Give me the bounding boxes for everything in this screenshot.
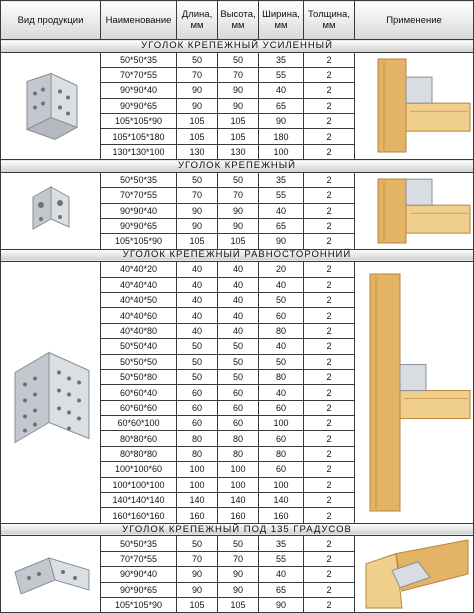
thickness-cell: 2 xyxy=(304,83,355,98)
height-cell: 105 xyxy=(218,234,259,249)
length-cell: 90 xyxy=(177,203,218,218)
bracket-wood-joint-icon xyxy=(355,172,474,249)
length-cell: 40 xyxy=(177,323,218,338)
thickness-cell: 2 xyxy=(304,551,355,566)
thickness-cell: 2 xyxy=(304,431,355,446)
name-cell: 50*50*40 xyxy=(101,339,177,354)
name-cell: 40*40*40 xyxy=(101,277,177,292)
thickness-cell: 2 xyxy=(304,277,355,292)
section-header-row xyxy=(1,40,474,53)
length-cell: 70 xyxy=(177,67,218,82)
height-cell: 70 xyxy=(218,551,259,566)
thickness-cell: 2 xyxy=(304,339,355,354)
width-cell: 40 xyxy=(259,339,304,354)
name-cell: 130*130*100 xyxy=(101,144,177,159)
width-cell: 100 xyxy=(259,144,304,159)
thickness-cell: 2 xyxy=(304,369,355,384)
equilateral-angle-bracket-icon xyxy=(1,262,101,524)
thickness-cell: 2 xyxy=(304,234,355,249)
width-cell: 40 xyxy=(259,83,304,98)
height-cell: 90 xyxy=(218,203,259,218)
header-product: Вид продукции xyxy=(1,1,101,40)
height-cell: 70 xyxy=(218,67,259,82)
thickness-cell: 2 xyxy=(304,385,355,400)
length-cell: 50 xyxy=(177,536,218,551)
height-cell: 80 xyxy=(218,431,259,446)
height-cell: 105 xyxy=(218,597,259,612)
thickness-cell: 2 xyxy=(304,462,355,477)
name-cell: 100*100*100 xyxy=(101,477,177,492)
height-cell: 40 xyxy=(218,277,259,292)
length-cell: 105 xyxy=(177,234,218,249)
height-cell: 105 xyxy=(218,114,259,129)
thickness-cell: 2 xyxy=(304,323,355,338)
length-cell: 90 xyxy=(177,582,218,597)
name-cell: 50*50*35 xyxy=(101,172,177,187)
thickness-cell: 2 xyxy=(304,218,355,233)
name-cell: 90*90*65 xyxy=(101,218,177,233)
header-width: Ширина, мм xyxy=(259,1,304,40)
name-cell: 90*90*40 xyxy=(101,567,177,582)
name-cell: 105*105*90 xyxy=(101,234,177,249)
thickness-cell: 2 xyxy=(304,203,355,218)
height-cell: 90 xyxy=(218,567,259,582)
thickness-cell: 2 xyxy=(304,308,355,323)
height-cell: 50 xyxy=(218,536,259,551)
width-cell: 40 xyxy=(259,567,304,582)
length-cell: 50 xyxy=(177,52,218,67)
width-cell: 160 xyxy=(259,508,304,523)
height-cell: 90 xyxy=(218,98,259,113)
width-cell: 65 xyxy=(259,98,304,113)
thickness-cell: 2 xyxy=(304,52,355,67)
name-cell: 105*105*180 xyxy=(101,129,177,144)
header-name: Наименование xyxy=(101,1,177,40)
name-cell: 60*60*40 xyxy=(101,385,177,400)
name-cell: 50*50*50 xyxy=(101,354,177,369)
length-cell: 50 xyxy=(177,354,218,369)
height-cell: 50 xyxy=(218,369,259,384)
thickness-cell: 2 xyxy=(304,477,355,492)
width-cell: 35 xyxy=(259,536,304,551)
name-cell: 160*160*160 xyxy=(101,508,177,523)
width-cell: 65 xyxy=(259,582,304,597)
width-cell: 40 xyxy=(259,277,304,292)
width-cell: 35 xyxy=(259,52,304,67)
height-cell: 40 xyxy=(218,262,259,277)
section-title: УГОЛОК КРЕПЕЖНЫЙ РАВНОСТОРОННИЙ xyxy=(1,249,474,262)
table-row xyxy=(1,262,474,277)
length-cell: 80 xyxy=(177,431,218,446)
name-cell: 90*90*65 xyxy=(101,98,177,113)
thickness-cell: 2 xyxy=(304,493,355,508)
width-cell: 90 xyxy=(259,597,304,612)
width-cell: 50 xyxy=(259,354,304,369)
height-cell: 50 xyxy=(218,354,259,369)
thickness-cell: 2 xyxy=(304,400,355,415)
length-cell: 50 xyxy=(177,172,218,187)
section-title: УГОЛОК КРЕПЕЖНЫЙ УСИЛЕННЫЙ xyxy=(1,40,474,53)
name-cell: 105*105*90 xyxy=(101,597,177,612)
reinforced-angle-bracket-icon xyxy=(1,52,101,160)
height-cell: 50 xyxy=(218,172,259,187)
length-cell: 70 xyxy=(177,551,218,566)
height-cell: 80 xyxy=(218,446,259,461)
width-cell: 65 xyxy=(259,218,304,233)
name-cell: 70*70*55 xyxy=(101,551,177,566)
equilateral-bracket-wood-joint-icon xyxy=(355,262,474,524)
length-cell: 100 xyxy=(177,462,218,477)
reinforced-bracket-wood-joint-icon xyxy=(355,52,474,160)
name-cell: 40*40*60 xyxy=(101,308,177,323)
name-cell: 90*90*40 xyxy=(101,83,177,98)
name-cell: 40*40*50 xyxy=(101,292,177,307)
thickness-cell: 2 xyxy=(304,188,355,203)
width-cell: 55 xyxy=(259,188,304,203)
width-cell: 55 xyxy=(259,67,304,82)
135-degree-angle-bracket-icon xyxy=(1,536,101,613)
name-cell: 40*40*20 xyxy=(101,262,177,277)
section-header-row xyxy=(1,523,474,536)
height-cell: 40 xyxy=(218,292,259,307)
width-cell: 50 xyxy=(259,292,304,307)
height-cell: 100 xyxy=(218,462,259,477)
name-cell: 70*70*55 xyxy=(101,67,177,82)
header-thickness: Толщина, мм xyxy=(304,1,355,40)
width-cell: 180 xyxy=(259,129,304,144)
height-cell: 40 xyxy=(218,323,259,338)
header-application: Применение xyxy=(355,1,474,40)
thickness-cell: 2 xyxy=(304,144,355,159)
width-cell: 80 xyxy=(259,323,304,338)
thickness-cell: 2 xyxy=(304,67,355,82)
name-cell: 105*105*90 xyxy=(101,114,177,129)
length-cell: 60 xyxy=(177,400,218,415)
length-cell: 105 xyxy=(177,129,218,144)
name-cell: 50*50*80 xyxy=(101,369,177,384)
height-cell: 90 xyxy=(218,83,259,98)
length-cell: 40 xyxy=(177,277,218,292)
width-cell: 80 xyxy=(259,446,304,461)
thickness-cell: 2 xyxy=(304,508,355,523)
height-cell: 50 xyxy=(218,339,259,354)
height-cell: 160 xyxy=(218,508,259,523)
width-cell: 90 xyxy=(259,114,304,129)
height-cell: 70 xyxy=(218,188,259,203)
thickness-cell: 2 xyxy=(304,536,355,551)
height-cell: 90 xyxy=(218,218,259,233)
length-cell: 90 xyxy=(177,218,218,233)
thickness-cell: 2 xyxy=(304,567,355,582)
length-cell: 50 xyxy=(177,369,218,384)
length-cell: 80 xyxy=(177,446,218,461)
length-cell: 140 xyxy=(177,493,218,508)
name-cell: 40*40*80 xyxy=(101,323,177,338)
height-cell: 60 xyxy=(218,416,259,431)
name-cell: 90*90*65 xyxy=(101,582,177,597)
width-cell: 90 xyxy=(259,234,304,249)
name-cell: 70*70*55 xyxy=(101,188,177,203)
table-row xyxy=(1,536,474,551)
length-cell: 105 xyxy=(177,114,218,129)
width-cell: 35 xyxy=(259,172,304,187)
name-cell: 140*140*140 xyxy=(101,493,177,508)
thickness-cell: 2 xyxy=(304,114,355,129)
width-cell: 60 xyxy=(259,308,304,323)
thickness-cell: 2 xyxy=(304,582,355,597)
length-cell: 40 xyxy=(177,292,218,307)
header-row xyxy=(1,1,474,40)
length-cell: 60 xyxy=(177,416,218,431)
thickness-cell: 2 xyxy=(304,262,355,277)
thickness-cell: 2 xyxy=(304,129,355,144)
width-cell: 100 xyxy=(259,477,304,492)
thickness-cell: 2 xyxy=(304,292,355,307)
height-cell: 60 xyxy=(218,385,259,400)
name-cell: 50*50*35 xyxy=(101,52,177,67)
length-cell: 100 xyxy=(177,477,218,492)
width-cell: 140 xyxy=(259,493,304,508)
height-cell: 40 xyxy=(218,308,259,323)
name-cell: 80*80*60 xyxy=(101,431,177,446)
135-degree-bracket-wood-joint-icon xyxy=(355,536,474,613)
length-cell: 130 xyxy=(177,144,218,159)
height-cell: 90 xyxy=(218,582,259,597)
width-cell: 55 xyxy=(259,551,304,566)
thickness-cell: 2 xyxy=(304,354,355,369)
section-title: УГОЛОК КРЕПЕЖНЫЙ ПОД 135 ГРАДУСОВ xyxy=(1,523,474,536)
length-cell: 105 xyxy=(177,597,218,612)
width-cell: 60 xyxy=(259,431,304,446)
width-cell: 40 xyxy=(259,203,304,218)
name-cell: 60*60*100 xyxy=(101,416,177,431)
length-cell: 90 xyxy=(177,98,218,113)
section-header-row xyxy=(1,249,474,262)
thickness-cell: 2 xyxy=(304,416,355,431)
width-cell: 60 xyxy=(259,462,304,477)
thickness-cell: 2 xyxy=(304,597,355,612)
height-cell: 130 xyxy=(218,144,259,159)
name-cell: 100*100*60 xyxy=(101,462,177,477)
height-cell: 50 xyxy=(218,52,259,67)
length-cell: 60 xyxy=(177,385,218,400)
width-cell: 40 xyxy=(259,385,304,400)
table-row xyxy=(1,52,474,67)
header-height: Высота, мм xyxy=(218,1,259,40)
width-cell: 60 xyxy=(259,400,304,415)
height-cell: 60 xyxy=(218,400,259,415)
length-cell: 50 xyxy=(177,339,218,354)
length-cell: 90 xyxy=(177,83,218,98)
height-cell: 105 xyxy=(218,129,259,144)
thickness-cell: 2 xyxy=(304,172,355,187)
length-cell: 160 xyxy=(177,508,218,523)
length-cell: 90 xyxy=(177,567,218,582)
section-header-row xyxy=(1,160,474,173)
name-cell: 60*60*60 xyxy=(101,400,177,415)
thickness-cell: 2 xyxy=(304,98,355,113)
width-cell: 80 xyxy=(259,369,304,384)
length-cell: 40 xyxy=(177,262,218,277)
angle-bracket-icon xyxy=(1,172,101,249)
name-cell: 50*50*35 xyxy=(101,536,177,551)
width-cell: 20 xyxy=(259,262,304,277)
length-cell: 40 xyxy=(177,308,218,323)
name-cell: 80*80*80 xyxy=(101,446,177,461)
height-cell: 140 xyxy=(218,493,259,508)
length-cell: 70 xyxy=(177,188,218,203)
height-cell: 100 xyxy=(218,477,259,492)
name-cell: 90*90*40 xyxy=(101,203,177,218)
thickness-cell: 2 xyxy=(304,446,355,461)
width-cell: 100 xyxy=(259,416,304,431)
header-length: Длина, мм xyxy=(177,1,218,40)
table-row xyxy=(1,172,474,187)
section-title: УГОЛОК КРЕПЕЖНЫЙ xyxy=(1,160,474,173)
